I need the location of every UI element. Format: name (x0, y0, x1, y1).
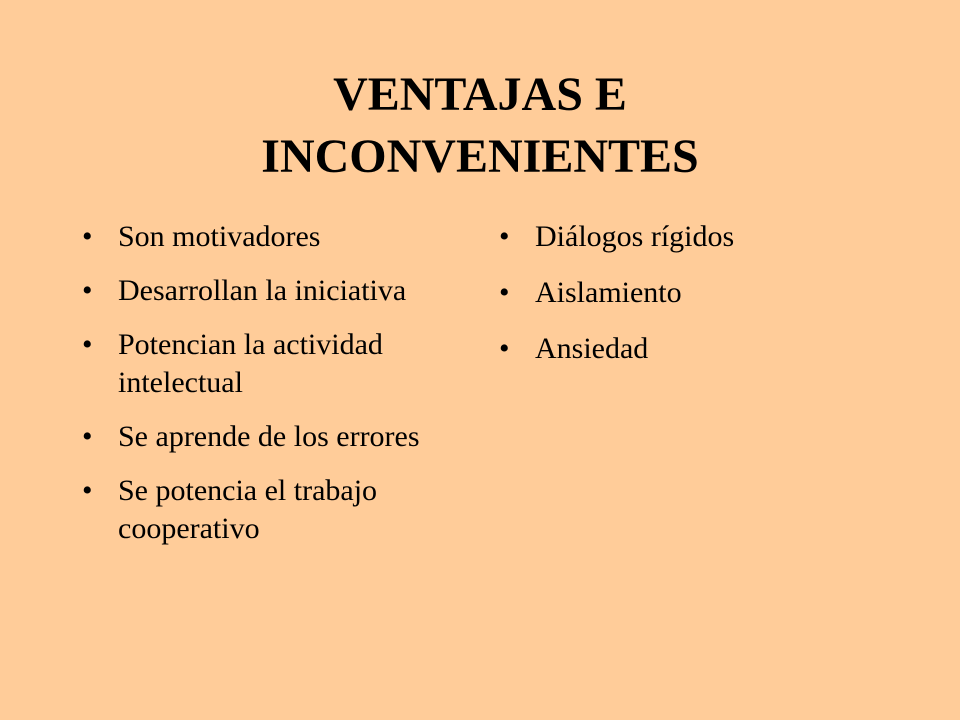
bullet-icon: • (82, 328, 93, 361)
title-line-1: VENTAJAS E (333, 68, 627, 121)
advantage-text: Potencian la actividad intelectual (118, 328, 383, 399)
disadvantage-text: Ansiedad (535, 332, 649, 365)
advantage-item (82, 272, 462, 310)
disadvantage-item (499, 218, 899, 256)
disadvantage-text: Diálogos rígidos (535, 220, 735, 253)
advantage-item (82, 218, 462, 256)
bullet-icon: • (499, 276, 510, 309)
advantage-text: Se aprende de los errores (118, 420, 420, 453)
bullet-icon: • (82, 474, 93, 507)
advantage-item (82, 326, 462, 402)
advantage-text: Son motivadores (118, 220, 321, 253)
bullet-icon: • (82, 420, 93, 453)
advantage-text: Se potencia el trabajo cooperativo (118, 474, 378, 545)
advantage-text: Desarrollan la iniciativa (118, 274, 407, 307)
bullet-icon: • (82, 220, 93, 253)
disadvantage-item (499, 274, 899, 312)
bullet-icon: • (499, 220, 510, 253)
disadvantage-item (499, 330, 899, 368)
disadvantage-text: Aislamiento (535, 276, 682, 309)
title-line-2: INCONVENIENTES (261, 130, 699, 183)
advantage-item (82, 472, 462, 548)
disadvantages-list (499, 218, 899, 386)
advantages-list (82, 218, 462, 564)
advantage-item (82, 418, 462, 456)
bullet-icon: • (82, 274, 93, 307)
bullet-icon: • (499, 332, 510, 365)
slide-title (60, 64, 900, 188)
